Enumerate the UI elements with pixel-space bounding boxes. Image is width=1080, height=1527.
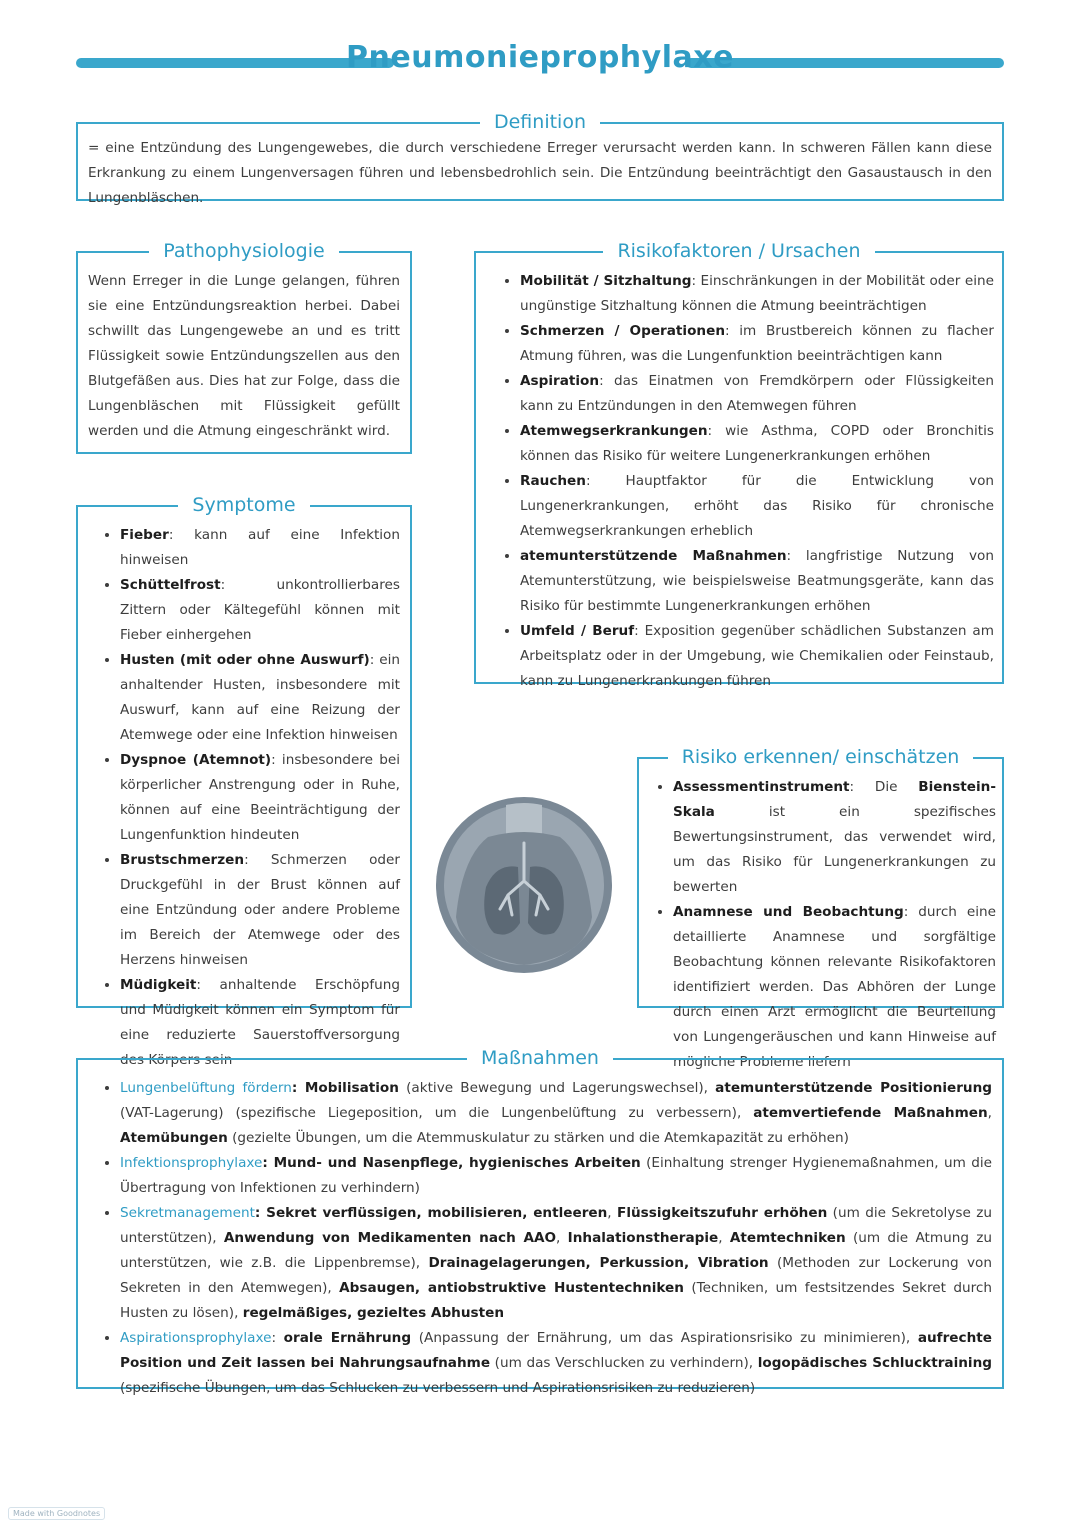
pathophysiologie-heading: Pathophysiologie	[149, 240, 338, 262]
list-item: • Brustschmerzen: Schmerzen oder Druckgefühl in der Brust können auf eine Entzündung oder andere Probleme im Bereich der Atemwege oder des Herzens hinweisen	[120, 848, 400, 973]
pathophysiologie-text: Wenn Erreger in die Lunge gelangen, führen sie eine Entzündungsreaktion herbei. Dabei schwillt das Lungengewebe an und es tritt Flüssigkeit sowie Entzündungszellen aus den Blutgefäßen aus. Dies hat zur Folge, dass die Lungenbläschen mit Flüssigkeit gefüllt werden und die Atmung eingeschränkt wird.	[88, 273, 400, 439]
pathophysiologie-box	[76, 240, 412, 454]
list-item: • Schmerzen / Operationen: im Brustbereich können zu flacher Atmung führen, was die Lungenfunktion beeinträchtigen kann	[520, 319, 994, 369]
risiko-box	[637, 746, 1004, 1070]
list-item: • Husten (mit oder ohne Auswurf): ein anhaltender Husten, insbesondere mit Auswurf, kann auf eine Reizung der Atemwege oder eine Infektion hinweisen	[120, 648, 400, 748]
massnahmen-box	[76, 1047, 1004, 1396]
list-item: • Sekretmanagement: Sekret verflüssigen, mobilisieren, entleeren, Flüssigkeitszufuhr erhöhen (um die Sekretolyse zu unterstützen), Anwendung von Medikamenten nach AAO, Inhalationstherapie, Atemtechniken (um die Atmung zu unterstützen, wie z.B. die Lippenbremse), Drainagelagerungen, Perkussion, Vibration (Methoden zur Lockerung von Sekreten in den Atemwegen), Absaugen, antiobstruktive Hustentechniken (Techniken, um festsitzendes Sekret durch Husten zu lösen), regelmäßiges, gezieltes Abhusten	[120, 1201, 992, 1326]
risikofaktoren-list	[476, 253, 1002, 694]
list-item: • Aspirationsprophylaxe: orale Ernährung (Anpassung der Ernährung, um das Aspirationsrisiko zu minimieren), aufrechte Position und Zeit lassen bei Nahrungsaufnahme (um das Verschlucken zu verhindern), logopädisches Schlucktraining (spezifische Übungen, um das Schlucken zu verbessern und Aspirationsrisiken zu reduzieren)	[120, 1326, 992, 1401]
risiko-list	[639, 759, 1002, 1075]
page-title: Pneumonieprophylaxe	[346, 40, 734, 75]
symptome-heading: Symptome	[178, 494, 309, 516]
goodnotes-badge: Made with Goodnotes	[8, 1507, 105, 1520]
list-item: • Dyspnoe (Atemnot): insbesondere bei körperlicher Anstrengung oder in Ruhe, können auf eine Beeinträchtigung der Lungenfunktion hindeuten	[120, 748, 400, 848]
list-item: • Aspiration: das Einatmen von Fremdkörpern oder Flüssigkeiten kann zu Entzündungen in den Atemwegen führen	[520, 369, 994, 419]
symptome-list	[78, 507, 410, 1073]
list-item: • Lungenbelüftung fördern: Mobilisation (aktive Bewegung und Lagerungswechsel), atemunterstützende Positionierung (VAT-Lagerung) (spezifische Liegeposition, um die Lungenbelüftung zu verbessern), atemvertiefende Maßnahmen, Atemübungen (gezielte Übungen, um die Atemmuskulatur zu stärken und die Atemkapazität zu erhöhen)	[120, 1076, 992, 1151]
definition-heading: Definition	[480, 111, 600, 133]
list-item: • Rauchen: Hauptfaktor für die Entwicklung von Lungenerkrankungen, erhöht das Risiko für chronische Atemwegserkrankungen erheblich	[520, 469, 994, 544]
massnahmen-heading: Maßnahmen	[467, 1047, 613, 1069]
lungs-illustration	[436, 797, 612, 973]
symptome-box	[76, 494, 412, 1068]
risiko-heading: Risiko erkennen/ einschätzen	[668, 746, 974, 768]
list-item: • Infektionsprophylaxe: Mund- und Nasenpflege, hygienisches Arbeiten (Einhaltung strenger Hygienemaßnahmen, um die Übertragung von Infektionen zu verhindern)	[120, 1151, 992, 1201]
definition-text: = eine Entzündung des Lungengewebes, die durch verschiedene Erreger verursacht werden kann. In schweren Fällen kann diese Erkrankung zu einem Lungenversagen führen und lebensbedrohlich sein. Die Entzündung beeinträchtigt den Gasaustausch in den Lungenbläschen.	[88, 140, 992, 206]
risikofaktoren-heading: Risikofaktoren / Ursachen	[603, 240, 874, 262]
list-item: • Mobilität / Sitzhaltung: Einschränkungen in der Mobilität oder eine ungünstige Sitzhaltung können die Atmung beeinträchtigen	[520, 269, 994, 319]
risikofaktoren-box	[474, 240, 1004, 689]
list-item: • Umfeld / Beruf: Exposition gegenüber schädlichen Substanzen am Arbeitsplatz oder in der Umgebung, wie Chemikalien oder Feinstaub, kann zu Lungenerkrankungen führen	[520, 619, 994, 694]
list-item: • Atemwegserkrankungen: wie Asthma, COPD oder Bronchitis können das Risiko für weitere Lungenerkrankungen erhöhen	[520, 419, 994, 469]
list-item: • Fieber: kann auf eine Infektion hinweisen	[120, 523, 400, 573]
list-item: • Assessmentinstrument: Die Bienstein-Skala ist ein spezifisches Bewertungsinstrument, das verwendet wird, um das Risiko für Lungenerkrankungen zu bewerten	[673, 775, 996, 900]
list-item: • atemunterstützende Maßnahmen: langfristige Nutzung von Atemunterstützung, wie beispielsweise Beatmungsgeräte, kann das Risiko für bestimmte Lungenerkrankungen erhöhen	[520, 544, 994, 619]
list-item: • Schüttelfrost: unkontrollierbares Zittern oder Kältegefühl können mit Fieber einhergehen	[120, 573, 400, 648]
massnahmen-list	[78, 1060, 1002, 1401]
list-item: • Müdigkeit: anhaltende Erschöpfung und Müdigkeit können ein Symptom für eine reduzierte Sauerstoffversorgung des Körpers sein	[120, 973, 400, 1073]
lungs-icon	[436, 797, 612, 973]
definition-box	[76, 111, 1004, 206]
list-item: • Anamnese und Beobachtung: durch eine detaillierte Anamnese und sorgfältige Beobachtung können relevante Risikofaktoren identifiziert werden. Das Abhören der Lunge durch einen Arzt ermöglicht die Beurteilung von Lungengeräuschen und kann Hinweise auf mögliche Probleme liefern	[673, 900, 996, 1075]
